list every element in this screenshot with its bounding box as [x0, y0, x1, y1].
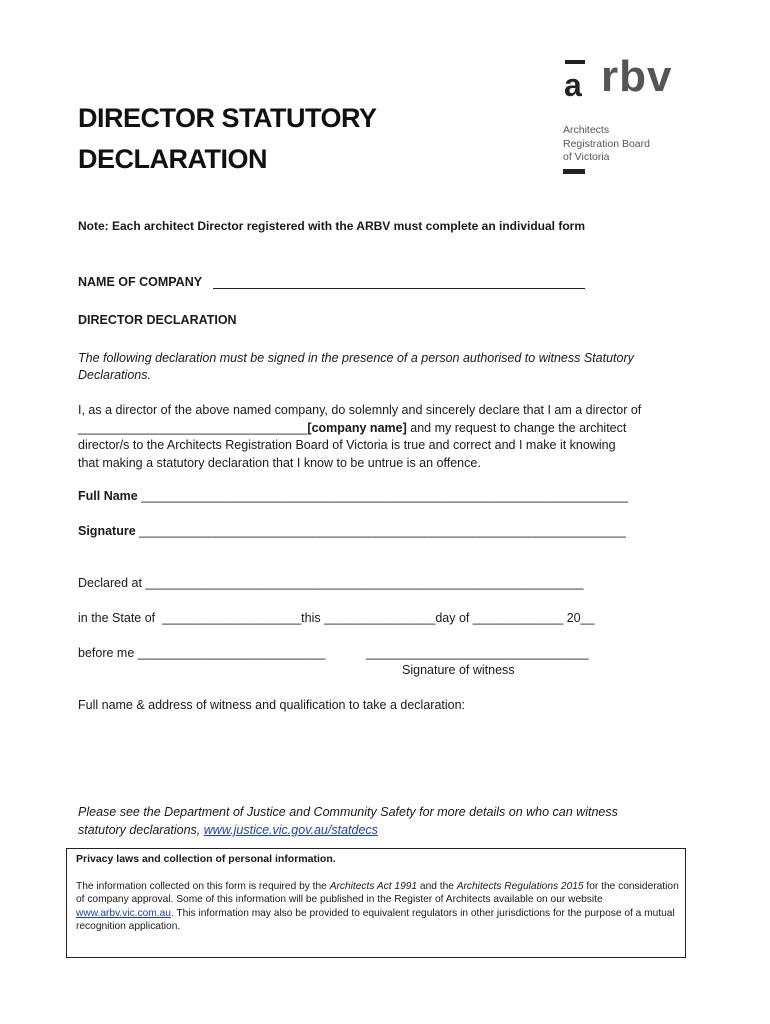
body-line-2: _________________________________[company name] and my request to change the architect: [78, 420, 627, 435]
title-line-2: DECLARATION: [78, 144, 267, 174]
company-label: NAME OF COMPANY: [78, 275, 203, 289]
before-me-label: before me: [78, 646, 135, 660]
page-title: [78, 98, 377, 180]
full-name-label: Full Name: [78, 489, 138, 503]
witness-details-label: Full name & address of witness and qualification to take a declaration:: [78, 698, 466, 712]
declaration-instruction: The following declaration must be signed in the presence of a person authorised to witness Statutory Declarations.: [78, 351, 634, 382]
svg-text:a: a: [564, 67, 582, 100]
title-line-1: DIRECTOR STATUTORY: [78, 103, 377, 133]
body-line-1: I, as a director of the above named company, do solemnly and sincerely declare that I am a director of: [78, 403, 642, 417]
signature-label: Signature: [78, 524, 136, 538]
full-name-field[interactable]: ______________________________________________________________________: [141, 489, 628, 503]
company-blank[interactable]: _________________________________: [78, 420, 308, 435]
state-label: in the State of: [78, 611, 156, 625]
arbv-website-link[interactable]: www.arbv.vic.com.au: [76, 907, 171, 919]
footer-note: [78, 803, 618, 839]
footer-note-line-1: Please see the Department of Justice and Community Safety for more details on who can witness: [78, 805, 618, 819]
body-line-4: that making a statutory declaration that I know to be untrue is an offence.: [78, 455, 481, 470]
note-text: Note: Each architect Director registered with the ARBV must complete an individual form: [78, 219, 585, 233]
declaration-heading: DIRECTOR DECLARATION: [78, 313, 237, 327]
before-me-field[interactable]: ___________________________: [137, 646, 326, 660]
this-label: this: [301, 611, 321, 625]
footer-note-line-2: statutory declarations, www.justice.vic.gov.au/statdecs: [78, 823, 378, 837]
logo-subtitle: Architects Registration Board of Victoria: [563, 124, 650, 163]
day-field[interactable]: _____________: [472, 611, 564, 625]
year-field[interactable]: 20__: [566, 611, 595, 625]
logo-wordmark: rbv: [601, 52, 673, 101]
arbv-logo-a-icon: [563, 60, 589, 100]
full-name-row: [78, 489, 628, 503]
declared-at-field[interactable]: _______________________________________________________________: [145, 576, 584, 590]
statdecs-link[interactable]: www.justice.vic.gov.au/statdecs: [203, 823, 378, 837]
logo-bar: [563, 169, 585, 174]
declaration-body: [78, 402, 698, 472]
witness-signature-label: Signature of witness: [402, 663, 515, 677]
day-label: day of: [435, 611, 470, 625]
body-line-3: director/s to the Architects Registration Board of Victoria is true and correct and I make it knowing: [78, 438, 616, 452]
declared-at-row: [78, 576, 583, 590]
before-me-row: [78, 646, 325, 660]
witness-signature-field[interactable]: ________________________________: [366, 646, 589, 660]
state-field[interactable]: ____________________: [162, 611, 302, 625]
company-placeholder: [company name]: [307, 420, 407, 435]
company-name-field[interactable]: [213, 288, 585, 289]
signature-field[interactable]: ______________________________________________________________________: [139, 524, 626, 538]
privacy-text: The information collected on this form is required by the Architects Act 1991 and the Architects Regulations 2015 for the consideration of company approval. Some of this information will be published in the Register of Architects available on our website www.arbv.vic.com.au. This information may also be provided to equivalent regulators in other jurisdictions for the purpose of a mutual recognition application.: [76, 881, 679, 932]
signature-row: [78, 524, 626, 538]
privacy-title: Privacy laws and collection of personal information.: [76, 853, 336, 865]
declared-at-label: Declared at: [78, 576, 142, 590]
this-field[interactable]: ________________: [324, 611, 436, 625]
state-row: [78, 611, 595, 625]
